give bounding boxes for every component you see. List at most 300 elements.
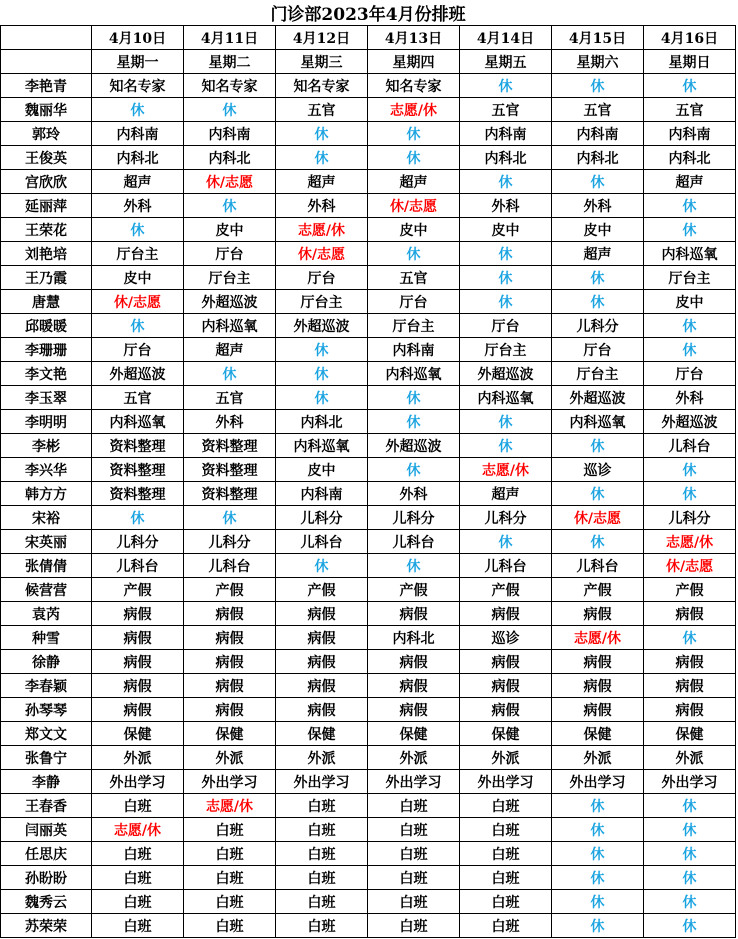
shift-cell: 休 [644,74,736,98]
table-row [1,578,736,602]
shift-cell: 病假 [552,698,644,722]
shift-cell: 白班 [184,842,276,866]
table-row [1,674,736,698]
shift-cell: 休 [460,410,552,434]
shift-cell: 白班 [92,914,184,938]
shift-cell: 白班 [276,842,368,866]
staff-name: 延丽萍 [1,194,92,218]
shift-cell: 休/志愿 [276,242,368,266]
shift-cell: 病假 [644,674,736,698]
shift-cell: 外派 [184,746,276,770]
shift-cell: 休 [644,794,736,818]
shift-cell: 厅台主 [552,362,644,386]
shift-cell: 产假 [368,578,460,602]
shift-cell: 儿科台 [368,530,460,554]
table-row [1,554,736,578]
shift-cell: 白班 [92,794,184,818]
shift-cell: 病假 [368,674,460,698]
shift-cell: 病假 [276,602,368,626]
weekday-header: 星期六 [552,50,644,74]
staff-name: 孙琴琴 [1,698,92,722]
shift-cell: 保健 [184,722,276,746]
shift-cell: 厅台 [276,266,368,290]
shift-cell: 厅台主 [276,290,368,314]
staff-name: 王荣花 [1,218,92,242]
table-row [1,122,736,146]
table-row [1,146,736,170]
shift-cell: 外科 [92,194,184,218]
shift-cell: 病假 [276,650,368,674]
shift-cell: 外出学习 [552,770,644,794]
shift-cell: 休 [644,818,736,842]
table-row [1,914,736,938]
shift-cell: 外出学习 [460,770,552,794]
shift-cell: 病假 [368,650,460,674]
shift-cell: 病假 [368,698,460,722]
shift-cell: 病假 [552,674,644,698]
shift-cell: 休 [92,218,184,242]
shift-cell: 休 [552,866,644,890]
shift-cell: 内科南 [552,122,644,146]
shift-cell: 休 [552,170,644,194]
shift-cell: 白班 [276,914,368,938]
shift-cell: 外超巡波 [276,314,368,338]
shift-cell: 病假 [184,650,276,674]
staff-name: 刘艳培 [1,242,92,266]
staff-name: 郭玲 [1,122,92,146]
staff-name: 李文艳 [1,362,92,386]
shift-cell: 病假 [644,602,736,626]
shift-cell: 病假 [92,674,184,698]
weekday-header: 星期三 [276,50,368,74]
table-row [1,842,736,866]
shift-cell: 内科巡氧 [644,242,736,266]
shift-cell: 志愿/休 [276,218,368,242]
shift-cell: 外超巡波 [644,410,736,434]
shift-cell: 五官 [552,98,644,122]
shift-cell: 休 [276,554,368,578]
shift-cell: 内科巡氧 [276,434,368,458]
shift-cell: 白班 [460,890,552,914]
shift-cell: 病假 [276,674,368,698]
shift-cell: 白班 [276,866,368,890]
shift-cell: 儿科台 [644,434,736,458]
shift-cell: 病假 [552,602,644,626]
shift-cell: 儿科台 [460,554,552,578]
shift-cell: 资料整理 [92,434,184,458]
shift-cell: 志愿/休 [184,794,276,818]
shift-cell: 外派 [552,746,644,770]
staff-name: 李彬 [1,434,92,458]
shift-cell: 休 [92,506,184,530]
shift-cell: 皮中 [92,266,184,290]
shift-cell: 保健 [92,722,184,746]
shift-cell: 休 [552,890,644,914]
table-row [1,410,736,434]
shift-cell: 白班 [368,794,460,818]
shift-cell: 休 [184,194,276,218]
shift-cell: 产假 [644,578,736,602]
shift-cell: 儿科台 [184,554,276,578]
shift-cell: 资料整理 [92,458,184,482]
shift-cell: 外出学习 [368,770,460,794]
shift-cell: 病假 [460,650,552,674]
shift-cell: 保健 [368,722,460,746]
staff-name: 徐静 [1,650,92,674]
shift-cell: 超声 [460,482,552,506]
shift-cell: 休 [644,194,736,218]
shift-cell: 休 [368,122,460,146]
staff-name: 张倩倩 [1,554,92,578]
table-row [1,170,736,194]
date-header: 4月10日 [92,26,184,50]
shift-cell: 病假 [276,626,368,650]
shift-cell: 病假 [460,674,552,698]
shift-cell: 儿科台 [276,530,368,554]
shift-cell: 产假 [552,578,644,602]
shift-cell: 外超巡波 [92,362,184,386]
staff-name: 韩方方 [1,482,92,506]
shift-cell: 休 [368,458,460,482]
staff-name: 王乃霞 [1,266,92,290]
shift-cell: 知名专家 [368,74,460,98]
shift-cell: 保健 [460,722,552,746]
shift-cell: 产假 [276,578,368,602]
shift-cell: 白班 [184,914,276,938]
staff-name: 李静 [1,770,92,794]
shift-cell: 休 [552,914,644,938]
shift-cell: 外派 [276,746,368,770]
shift-cell: 病假 [644,698,736,722]
table-row [1,626,736,650]
shift-cell: 病假 [460,698,552,722]
shift-cell: 白班 [276,890,368,914]
shift-cell: 巡诊 [460,626,552,650]
table-row [1,362,736,386]
date-header: 4月12日 [276,26,368,50]
shift-cell: 内科巡氧 [552,410,644,434]
shift-cell: 五官 [92,386,184,410]
shift-cell: 五官 [368,266,460,290]
shift-cell: 休 [552,530,644,554]
shift-cell: 五官 [276,98,368,122]
weekday-header: 星期一 [92,50,184,74]
table-row [1,794,736,818]
shift-cell: 休/志愿 [92,290,184,314]
shift-cell: 白班 [460,818,552,842]
staff-name: 宋裕 [1,506,92,530]
shift-cell: 休/志愿 [368,194,460,218]
shift-cell: 皮中 [552,218,644,242]
weekday-row [1,50,736,74]
shift-cell: 休 [92,98,184,122]
shift-cell: 休/志愿 [184,170,276,194]
staff-name: 李艳青 [1,74,92,98]
shift-cell: 巡诊 [552,458,644,482]
shift-cell: 休 [184,506,276,530]
shift-cell: 内科北 [368,626,460,650]
shift-cell: 白班 [92,866,184,890]
shift-cell: 志愿/休 [644,530,736,554]
table-row [1,290,736,314]
shift-cell: 超声 [276,170,368,194]
shift-cell: 内科南 [644,122,736,146]
shift-cell: 休 [460,74,552,98]
shift-cell: 外派 [368,746,460,770]
shift-cell: 休 [276,122,368,146]
table-row [1,74,736,98]
staff-name: 李明明 [1,410,92,434]
shift-cell: 白班 [460,866,552,890]
shift-cell: 内科巡氧 [368,362,460,386]
table-row [1,722,736,746]
shift-cell: 休 [276,362,368,386]
shift-cell: 知名专家 [92,74,184,98]
shift-cell: 产假 [184,578,276,602]
shift-cell: 白班 [460,794,552,818]
shift-cell: 内科北 [92,146,184,170]
table-row [1,818,736,842]
date-header: 4月16日 [644,26,736,50]
shift-cell: 内科巡氧 [184,314,276,338]
table-row [1,194,736,218]
shift-cell: 休 [460,434,552,458]
shift-cell: 皮中 [644,290,736,314]
shift-cell: 外出学习 [184,770,276,794]
shift-cell: 休 [460,290,552,314]
shift-cell: 病假 [92,650,184,674]
table-row [1,650,736,674]
date-header: 4月14日 [460,26,552,50]
table-row [1,890,736,914]
shift-cell: 休 [644,218,736,242]
shift-cell: 厅台主 [460,338,552,362]
shift-cell: 志愿/休 [92,818,184,842]
shift-cell: 休 [276,386,368,410]
table-row [1,434,736,458]
shift-cell: 资料整理 [184,434,276,458]
shift-cell: 儿科分 [92,530,184,554]
shift-cell: 厅台 [460,314,552,338]
table-row [1,218,736,242]
shift-cell: 超声 [184,338,276,362]
shift-cell: 外科 [276,194,368,218]
table-row [1,698,736,722]
table-row [1,338,736,362]
staff-name: 李玉翠 [1,386,92,410]
staff-name: 种雪 [1,626,92,650]
staff-name: 王俊英 [1,146,92,170]
shift-cell: 病假 [644,650,736,674]
weekday-header: 星期二 [184,50,276,74]
shift-cell: 休 [368,386,460,410]
shift-cell: 儿科分 [184,530,276,554]
shift-cell: 儿科台 [552,554,644,578]
table-row [1,602,736,626]
shift-cell: 病假 [552,650,644,674]
staff-name: 李兴华 [1,458,92,482]
shift-cell: 休 [552,290,644,314]
shift-cell: 儿科台 [92,554,184,578]
shift-cell: 休 [552,482,644,506]
weekday-header: 星期四 [368,50,460,74]
shift-cell: 外科 [552,194,644,218]
table-row [1,458,736,482]
staff-name: 唐慧 [1,290,92,314]
staff-name: 任思庆 [1,842,92,866]
shift-cell: 外科 [184,410,276,434]
shift-cell: 外派 [460,746,552,770]
shift-cell: 白班 [276,818,368,842]
shift-cell: 儿科分 [460,506,552,530]
shift-cell: 休 [552,266,644,290]
shift-cell: 外派 [92,746,184,770]
shift-cell: 白班 [92,890,184,914]
shift-cell: 厅台 [368,290,460,314]
shift-cell: 休 [276,338,368,362]
shift-cell: 休 [552,794,644,818]
shift-cell: 内科南 [368,338,460,362]
staff-name: 闫丽英 [1,818,92,842]
shift-cell: 外科 [368,482,460,506]
shift-cell: 超声 [368,170,460,194]
shift-cell: 厅台 [92,338,184,362]
staff-name: 李珊珊 [1,338,92,362]
date-row [1,26,736,50]
table-row [1,770,736,794]
staff-name: 李春颖 [1,674,92,698]
table-row [1,482,736,506]
title-row [1,0,736,26]
shift-cell: 休 [368,242,460,266]
shift-cell: 休 [368,146,460,170]
shift-cell: 休 [644,914,736,938]
shift-cell: 产假 [460,578,552,602]
shift-cell: 白班 [460,914,552,938]
shift-cell: 皮中 [460,218,552,242]
shift-cell: 外科 [644,386,736,410]
shift-cell: 病假 [92,626,184,650]
table-row [1,314,736,338]
shift-cell: 志愿/休 [368,98,460,122]
table-row [1,746,736,770]
shift-cell: 病假 [460,602,552,626]
shift-cell: 五官 [184,386,276,410]
shift-cell: 外科 [460,194,552,218]
shift-cell: 白班 [184,818,276,842]
shift-cell: 病假 [184,698,276,722]
shift-cell: 五官 [644,98,736,122]
table-row [1,386,736,410]
shift-cell: 内科北 [184,146,276,170]
shift-cell: 志愿/休 [460,458,552,482]
shift-cell: 白班 [184,866,276,890]
shift-cell: 白班 [184,890,276,914]
shift-cell: 儿科分 [644,506,736,530]
staff-name: 王春香 [1,794,92,818]
shift-cell: 知名专家 [184,74,276,98]
shift-cell: 内科北 [552,146,644,170]
shift-cell: 内科北 [460,146,552,170]
table-row [1,530,736,554]
shift-cell: 外出学习 [92,770,184,794]
shift-cell: 保健 [552,722,644,746]
shift-cell: 休 [184,98,276,122]
shift-cell: 休 [644,458,736,482]
staff-name: 孙盼盼 [1,866,92,890]
staff-name: 袁芮 [1,602,92,626]
shift-cell: 休 [552,842,644,866]
shift-cell: 外超巡波 [184,290,276,314]
shift-cell: 休 [552,818,644,842]
shift-cell: 志愿/休 [552,626,644,650]
staff-name: 张鲁宁 [1,746,92,770]
shift-cell: 内科北 [644,146,736,170]
date-header: 4月13日 [368,26,460,50]
shift-cell: 白班 [368,890,460,914]
shift-cell: 儿科分 [368,506,460,530]
shift-cell: 资料整理 [184,482,276,506]
shift-cell: 白班 [368,842,460,866]
table-row [1,98,736,122]
shift-cell: 内科南 [184,122,276,146]
table-row [1,266,736,290]
shift-cell: 内科巡氧 [460,386,552,410]
shift-cell: 外超巡波 [460,362,552,386]
staff-name: 魏丽华 [1,98,92,122]
shift-cell: 休 [460,530,552,554]
shift-cell: 外出学习 [276,770,368,794]
shift-cell: 休 [552,74,644,98]
shift-cell: 五官 [460,98,552,122]
shift-cell: 外超巡波 [552,386,644,410]
shift-cell: 资料整理 [184,458,276,482]
weekday-header: 星期日 [644,50,736,74]
staff-name: 邱暖暖 [1,314,92,338]
shift-cell: 休/志愿 [552,506,644,530]
corner-cell [1,50,92,74]
shift-cell: 产假 [92,578,184,602]
shift-cell: 儿科分 [276,506,368,530]
shift-cell: 白班 [368,914,460,938]
shift-cell: 休/志愿 [644,554,736,578]
table-row [1,242,736,266]
shift-cell: 休 [184,362,276,386]
shift-cell: 厅台主 [92,242,184,266]
shift-cell: 病假 [368,602,460,626]
shift-cell: 病假 [276,698,368,722]
shift-cell: 保健 [276,722,368,746]
date-header: 4月11日 [184,26,276,50]
shift-cell: 病假 [92,602,184,626]
shift-cell: 休 [92,314,184,338]
shift-cell: 超声 [92,170,184,194]
shift-cell: 厅台主 [644,266,736,290]
shift-cell: 休 [644,314,736,338]
staff-name: 郑文文 [1,722,92,746]
shift-cell: 厅台主 [184,266,276,290]
shift-cell: 休 [552,434,644,458]
shift-cell: 皮中 [368,218,460,242]
shift-cell: 儿科分 [552,314,644,338]
shift-cell: 病假 [184,602,276,626]
shift-cell: 休 [460,170,552,194]
shift-cell: 保健 [644,722,736,746]
shift-cell: 内科南 [276,482,368,506]
table-title: 门诊部2023年4月份排班 [1,0,736,26]
shift-cell: 休 [460,242,552,266]
table-row [1,506,736,530]
